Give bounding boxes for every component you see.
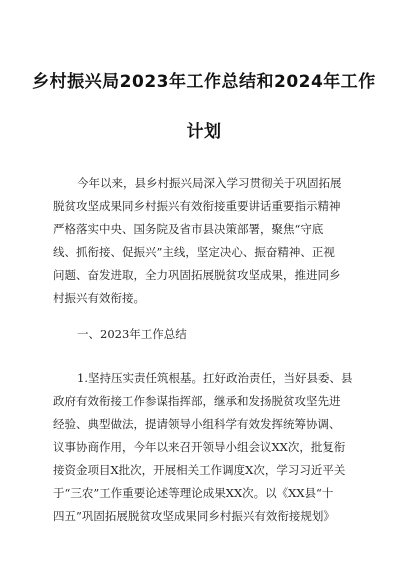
intro-line: 线、抓衔接、促振兴”主线，坚定决心、振奋精神、正视 (53, 245, 335, 259)
section-line: 于“三农”工作重要论述等理论成果XX次。以《XX县“十 (53, 486, 334, 500)
section-line: 议事协商作用，今年以来召开领导小组会议XX次，批复衔 (53, 440, 346, 454)
section-1-paragraph (53, 367, 355, 528)
section-heading-text: 一、2023年工作总结 (77, 327, 187, 341)
intro-line: 今年以来，县乡村振兴局深入学习贯彻关于巩固拓展 (77, 176, 342, 190)
document-title-line-1: 乡村振兴局2023年工作总结和2024年工作 (32, 72, 376, 92)
section-line: 四五”巩固拓展脱贫攻坚成果同乡村振兴有效衔接规划》 (53, 509, 335, 523)
section-heading (53, 323, 355, 346)
section-line: 经验、典型做法，提请领导小组科学有效发挥统筹协调、 (53, 417, 341, 431)
intro-line: 村振兴有效衔接。 (53, 291, 145, 305)
intro-line: 脱贫攻坚成果同乡村振兴有效衔接重要讲话重要指示精神 (53, 199, 341, 213)
intro-line: 问题、奋发进取，全力巩固拓展脱贫攻坚成果，推进同乡 (53, 268, 341, 282)
section-line: 接资金项目X批次，开展相关工作调度X次，学习习近平关 (53, 463, 346, 477)
section-line: 1.坚持压实责任筑根基。扛好政治责任，当好县委、县 (77, 371, 353, 385)
document-title-line-2: 计划 (186, 122, 222, 142)
intro-line: 严格落实中央、国务院及省市县决策部署，聚焦“守底 (53, 222, 324, 236)
intro-paragraph (53, 172, 355, 310)
section-line: 政府有效衔接工作参谋指挥部，继承和发扬脱贫攻坚先进 (53, 394, 341, 408)
